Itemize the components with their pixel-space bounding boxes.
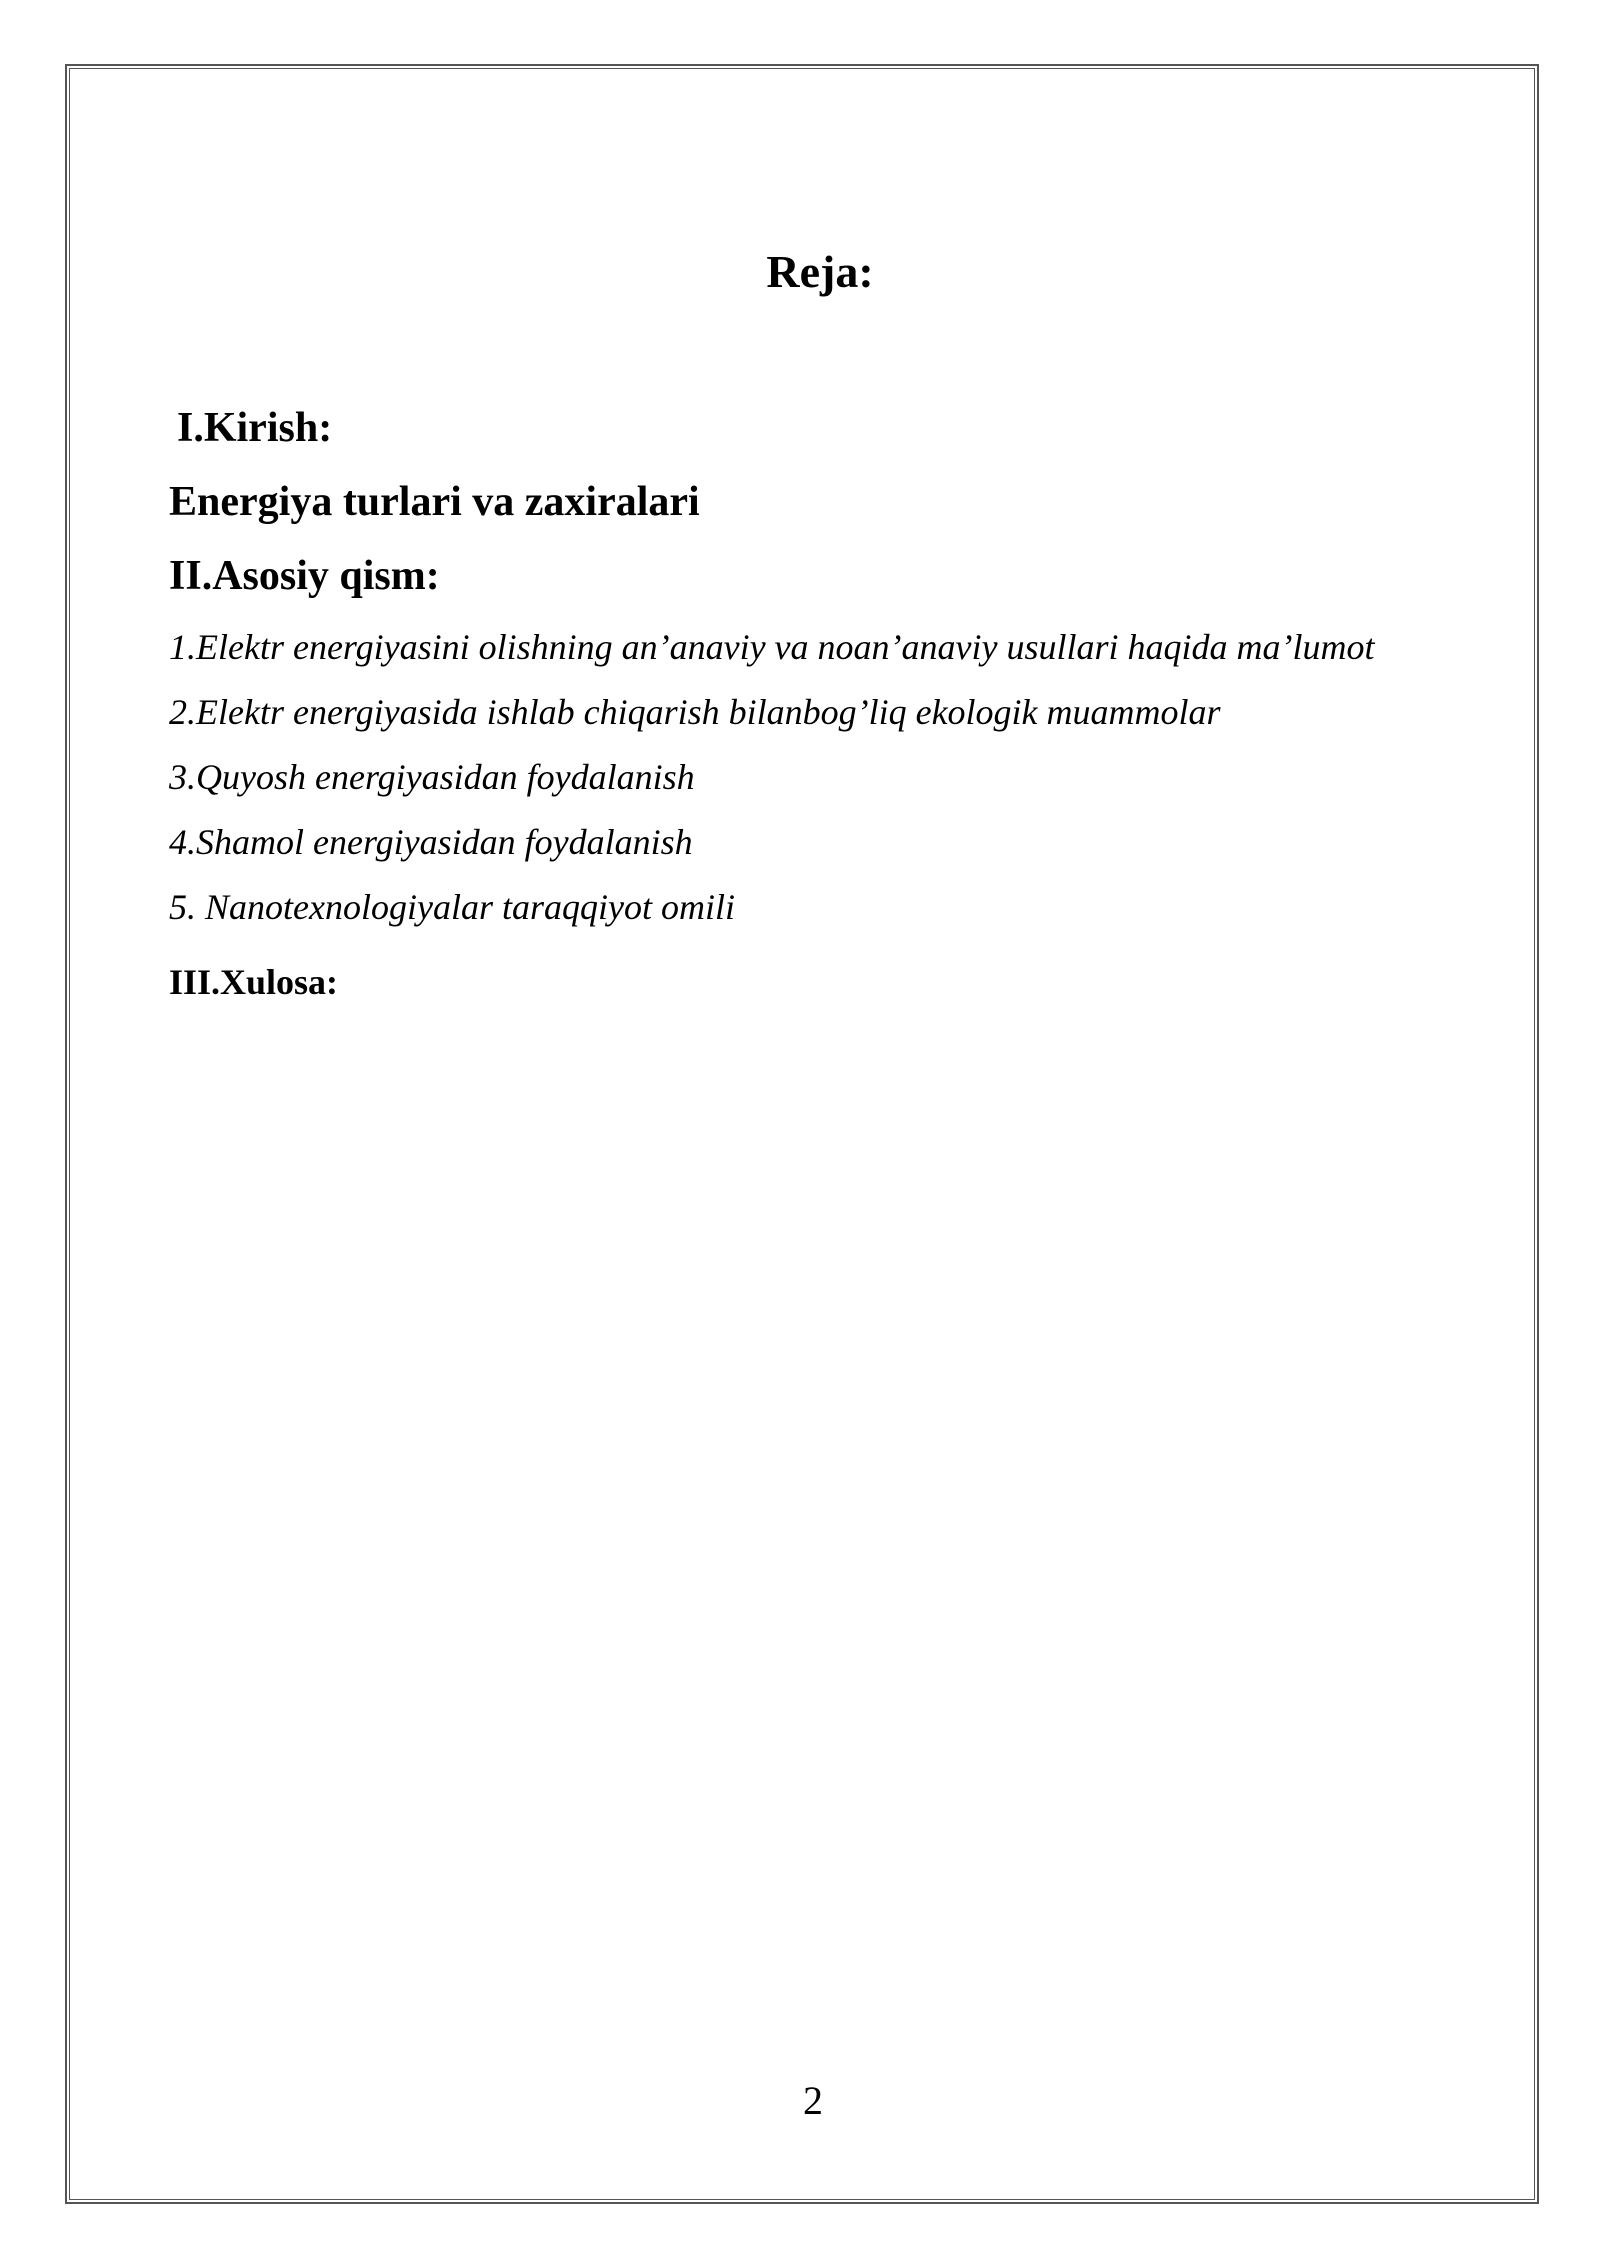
list-item: 3.Quyosh energiyasidan foydalanish — [169, 757, 695, 797]
page-number: 2 — [803, 2078, 823, 2123]
intro-topic: Energiya turlari va zaxiralari — [169, 479, 700, 525]
main-heading: II.Asosiy qism: — [169, 553, 440, 599]
list-item: 2.Elektr energiyasida ishlab chiqarish bilanbog’liq ekologik muammolar — [169, 692, 1221, 732]
list-item: 5. Nanotexnologiyalar taraqqiyot omili — [169, 887, 735, 927]
list-item: 1.Elektr energiyasini olishning an’anaviy va noan’anaviy usullari haqida ma’lumot — [169, 627, 1375, 667]
conclusion-heading: III.Xulosa: — [169, 962, 339, 1002]
page-title: Reja: — [766, 246, 874, 297]
page-border — [65, 64, 1539, 2204]
intro-heading: I.Kirish: — [177, 405, 333, 451]
list-item: 4.Shamol energiyasidan foydalanish — [169, 822, 693, 862]
